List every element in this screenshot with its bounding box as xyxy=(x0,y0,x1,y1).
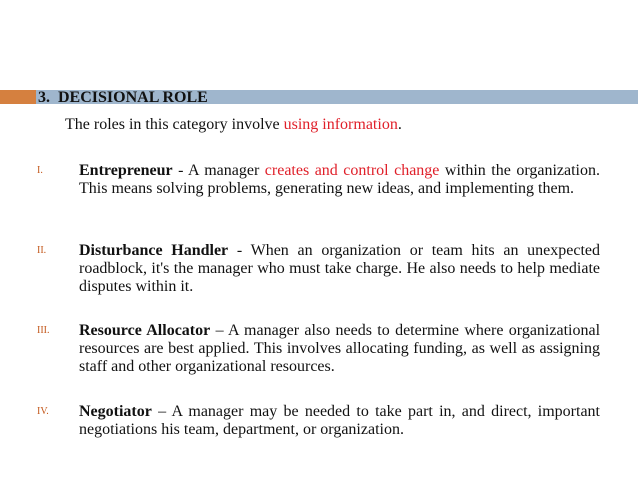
item-text xyxy=(79,242,600,296)
item-term: Resource Allocator xyxy=(79,322,211,339)
item-description: within the organization. This means solving problems, generating new ideas, and implementing them. xyxy=(79,162,600,197)
item-highlight: creates and control change xyxy=(264,162,440,179)
section-heading xyxy=(38,89,208,106)
item-term: Entrepreneur xyxy=(79,162,173,179)
section-number: 3. xyxy=(38,89,50,106)
item-text xyxy=(79,162,600,198)
intro-text: The roles in this category involve xyxy=(65,116,284,133)
item-description: – A manager may be needed to take part in, and direct, important negotiations his team, department, or organization. xyxy=(79,403,600,438)
item-term: Negotiator xyxy=(79,403,152,420)
item-separator: - A manager xyxy=(172,162,265,179)
section-title: DECISIONAL ROLE xyxy=(58,89,208,106)
item-description: - When an organization or team hits an unexpected roadblock, it's the manager who must take charge. He also needs to help mediate disputes within it. xyxy=(79,242,600,295)
item-description: – A manager also needs to determine where organizational resources are best applied. This involves allocating funding, as well as assigning staff and other organizational resources. xyxy=(79,322,601,375)
item-term: Disturbance Handler xyxy=(79,242,229,259)
item-numeral: IV. xyxy=(37,406,49,417)
item-numeral: III. xyxy=(37,325,50,336)
intro-highlight: using information xyxy=(283,116,398,133)
item-text xyxy=(79,403,600,439)
item-numeral: I. xyxy=(37,165,43,176)
item-text xyxy=(79,322,600,376)
item-numeral: II. xyxy=(37,245,47,256)
section-intro xyxy=(65,116,402,134)
intro-end: . xyxy=(397,116,402,133)
accent-bar xyxy=(0,90,36,104)
